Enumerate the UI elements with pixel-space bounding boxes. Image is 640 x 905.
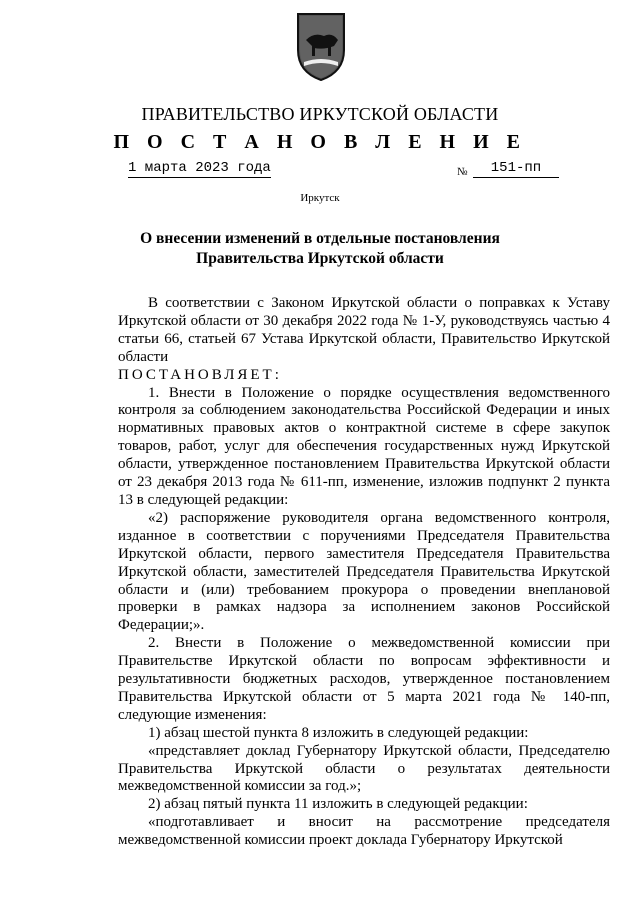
subclause-1-paragraph: 1) абзац шестой пункта 8 изложить в следующей редакции: bbox=[148, 724, 529, 741]
preamble-paragraph: В соответствии с Законом Иркутской области о поправках к Уставу Иркутской области от 30 декабря 2022 года № 1-У, руководствуясь частью 4 статьи 66, статьей 67 Устава Иркутской области, Правительство Иркутской области bbox=[118, 295, 610, 365]
clause-2-paragraph: 2. Внести в Положение о межведомственной комиссии при Правительстве Иркутской области по вопросам эффективности и результативности бюджетных расходов, утвержденное постановлением Правительства Иркутской области от 5 марта 2021 года № 140-пп, следующие изменения: bbox=[118, 635, 610, 723]
clause-1-quote-paragraph: «2) распоряжение руководителя органа ведомственного контроля, изданное в соответствии с поручениями Председателя Правительства Иркутской области, первого заместителя Председателя Правительства Иркутской области, заместителей Председателя Правительства Иркутской области и (или) требованием прокурора о проведении внеплановой проверки в рамках надзора за исполнением законов Российской Федерации;». bbox=[118, 509, 610, 634]
decree-number: 151-пп bbox=[473, 160, 559, 178]
subclause-1-quote-paragraph: «представляет доклад Губернатору Иркутской области, Председателю Правительства Иркутской области о результатах деятельности межведомственной комиссии за год.»; bbox=[118, 742, 610, 795]
document-type: П О С Т А Н О В Л Е Н И Е bbox=[113, 131, 527, 153]
document-body bbox=[118, 295, 610, 850]
government-name: ПРАВИТЕЛЬСТВО ИРКУТСКОЙ ОБЛАСТИ bbox=[141, 104, 499, 124]
resolves-heading: ПОСТАНОВЛЯЕТ: bbox=[118, 366, 282, 383]
number-sign: № bbox=[457, 166, 468, 178]
subclause-2-quote-paragraph: «подготавливает и вносит на рассмотрение председателя межведомственной комиссии проект доклада Губернатору Иркутской bbox=[118, 814, 610, 849]
subclause-2-paragraph: 2) абзац пятый пункта 11 изложить в следующей редакции: bbox=[148, 796, 528, 813]
coat-of-arms-emblem bbox=[294, 10, 348, 82]
clause-1-paragraph: 1. Внести в Положение о порядке осуществления ведомственного контроля за соблюдением законодательства Российской Федерации и иных нормативных правовых актов о контрактной системе в сфере закупок товаров, работ, услуг для обеспечения государственных нужд Иркутской области, утвержденное постановлением Правительства Иркутской области от 23 декабря 2013 года № 611-пп, изменение, изложив подпункт 2 пункта 13 в следующей редакции: bbox=[118, 384, 610, 508]
document-title: О внесении изменений в отдельные постановления Правительства Иркутской области bbox=[140, 230, 500, 267]
city-name: Иркутск bbox=[300, 192, 340, 204]
decree-date: 1 марта 2023 года bbox=[128, 160, 271, 176]
